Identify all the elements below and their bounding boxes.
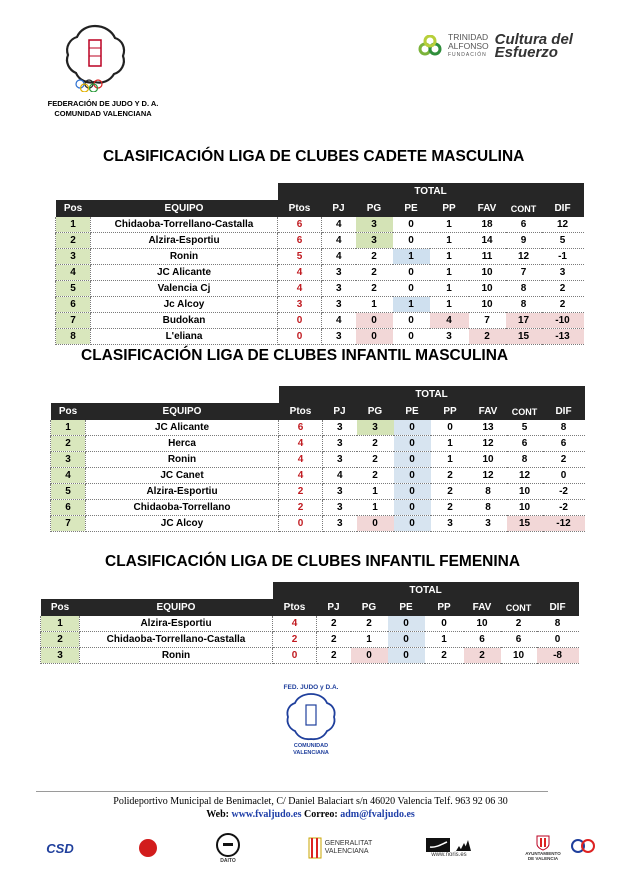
cell-team: Ronin (80, 648, 273, 664)
foundation-sub: FUNDACIÓN (448, 51, 487, 58)
cell-team: Chidaoba-Torrellano (86, 500, 279, 516)
cell-pos: 8 (56, 329, 91, 345)
cell-fav: 13 (470, 420, 507, 436)
cell-pp: 1 (430, 265, 469, 281)
cell-pj: 3 (322, 281, 356, 297)
table-row (51, 436, 585, 452)
cell-cont: 7 (506, 265, 542, 281)
cell-pts: 0 (273, 648, 317, 664)
cell-pp: 1 (430, 281, 469, 297)
cell-fav: 2 (464, 648, 501, 664)
nike-logo-icon (426, 838, 450, 852)
cell-pos: 4 (56, 265, 91, 281)
cell-pos: 7 (51, 516, 86, 532)
col-cont: CONT (507, 403, 543, 420)
col-pj: PJ (323, 403, 357, 420)
cell-dif: 6 (543, 436, 585, 452)
footer-divider (36, 791, 548, 792)
cell-pts: 6 (278, 217, 322, 233)
cell-pts: 4 (279, 452, 323, 468)
table-row (56, 297, 584, 313)
cell-pp: 1 (430, 217, 469, 233)
col-dif: DIF (537, 599, 579, 616)
col-pp: PP (430, 200, 469, 217)
col-pts: Ptos (273, 599, 317, 616)
total-header: TOTAL (279, 386, 585, 403)
col-pos: Pos (51, 403, 86, 420)
cell-pj: 3 (323, 436, 357, 452)
col-fav: FAV (470, 403, 507, 420)
cell-pts: 0 (279, 516, 323, 532)
cell-pj: 3 (323, 420, 357, 436)
cell-fav: 8 (470, 500, 507, 516)
cell-fav: 7 (469, 313, 506, 329)
cell-pg: 2 (351, 616, 388, 632)
cell-team: Valencia Cj (91, 281, 278, 297)
cell-pts: 4 (278, 265, 322, 281)
cell-pp: 2 (431, 500, 470, 516)
cell-pts: 2 (279, 500, 323, 516)
cell-team: Alzira-Esportiu (91, 233, 278, 249)
sponsor-red-logo (128, 828, 168, 868)
center-logo-line3: VALENCIANA (293, 750, 329, 756)
col-pos: Pos (56, 200, 91, 217)
cell-pp: 0 (425, 616, 464, 632)
csd-logo-text: CSD (46, 840, 74, 856)
cell-pts: 2 (273, 632, 317, 648)
cell-pts: 0 (278, 329, 322, 345)
cell-fav: 10 (464, 616, 501, 632)
cell-pj: 4 (322, 249, 356, 265)
sponsor-fundacion (566, 828, 600, 868)
title-infantil-masculina: CLASIFICACIÓN LIGA DE CLUBES INFANTIL MASCULINA (81, 347, 509, 364)
web-label: Web: (206, 809, 229, 820)
cell-pe: 0 (394, 484, 431, 500)
cell-cont: 8 (506, 281, 542, 297)
cell-team: Chidaoba-Torrellano-Castalla (80, 632, 273, 648)
cell-pp: 1 (430, 233, 469, 249)
table-row (56, 217, 584, 233)
cell-pe: 0 (393, 233, 430, 249)
cell-fav: 10 (469, 265, 506, 281)
foundation-name1: TRINIDAD (448, 31, 489, 42)
col-dif: DIF (543, 403, 585, 420)
sponsor-generalitat (300, 828, 380, 868)
cell-dif: 2 (543, 452, 585, 468)
col-pp: PP (431, 403, 470, 420)
foundation-rings-icon (418, 35, 442, 57)
cell-pg: 3 (357, 420, 394, 436)
cell-dif: -13 (542, 329, 584, 345)
cell-dif: 0 (543, 468, 585, 484)
table-row (51, 500, 585, 516)
cell-dif: -2 (543, 484, 585, 500)
cell-pj: 3 (323, 516, 357, 532)
cell-pe: 0 (394, 420, 431, 436)
cell-fav: 11 (469, 249, 506, 265)
mail-label: Correo: (304, 809, 338, 820)
table-row (51, 484, 585, 500)
cell-pp: 1 (430, 297, 469, 313)
cell-pj: 4 (322, 217, 356, 233)
cell-pe: 0 (388, 616, 425, 632)
table-row (56, 281, 584, 297)
federation-name (38, 99, 168, 119)
col-pos: Pos (41, 599, 80, 616)
cell-pg: 2 (356, 281, 393, 297)
cell-dif: -8 (537, 648, 579, 664)
col-pj: PJ (317, 599, 351, 616)
col-team: EQUIPO (91, 200, 278, 217)
cell-pe: 0 (393, 217, 430, 233)
cell-team: Jc Alcoy (91, 297, 278, 313)
cell-team: Alzira-Esportiu (80, 616, 273, 632)
cell-fav: 2 (469, 329, 506, 345)
federation-line1: FEDERACIÓN DE JUDO Y D. A. (47, 99, 159, 108)
daito-text: DAITO (220, 858, 236, 864)
cell-pe: 0 (394, 500, 431, 516)
cell-pe: 0 (394, 468, 431, 484)
ayuntamiento-line1: AYUNTAMIENTO (525, 851, 561, 856)
sponsor-ayuntamiento (518, 828, 568, 868)
cell-pg: 2 (357, 468, 394, 484)
cell-pos: 5 (51, 484, 86, 500)
col-cont: CONT (506, 200, 542, 217)
table-cadete-masculina (55, 183, 584, 345)
footer-address: Polideportivo Municipal de Benimaclet, C/ Daniel Balaciart s/n 46020 Valencia Telf. 963 92 06 30 (113, 796, 508, 807)
foundation-logo (418, 28, 578, 64)
cell-cont: 8 (506, 297, 542, 313)
cell-dif: 5 (542, 233, 584, 249)
cell-pts: 4 (273, 616, 317, 632)
center-logo-line2: COMUNIDAD (293, 743, 329, 749)
cell-cont: 15 (507, 516, 543, 532)
table-row (56, 265, 584, 281)
cell-pg: 1 (356, 297, 393, 313)
noris-url: www.noris.es (431, 852, 467, 858)
total-header: TOTAL (278, 183, 584, 200)
cell-pp: 4 (430, 313, 469, 329)
cell-pg: 3 (356, 233, 393, 249)
cell-pp: 0 (431, 420, 470, 436)
cell-pos: 1 (51, 420, 86, 436)
col-dif: DIF (542, 200, 584, 217)
cell-pp: 1 (430, 249, 469, 265)
cell-cont: 9 (506, 233, 542, 249)
cell-cont: 10 (507, 484, 543, 500)
cell-pj: 3 (323, 452, 357, 468)
cell-team: Ronin (91, 249, 278, 265)
cell-team: JC Alicante (86, 420, 279, 436)
cell-pe: 0 (388, 648, 425, 664)
cell-fav: 12 (470, 468, 507, 484)
cell-pg: 3 (356, 217, 393, 233)
daito-emblem-icon (215, 832, 241, 858)
title-infantil-femenina: CLASIFICACIÓN LIGA DE CLUBES INFANTIL FEMENINA (105, 553, 521, 570)
cell-pj: 2 (317, 632, 351, 648)
cell-pts: 4 (279, 436, 323, 452)
cell-pts: 6 (278, 233, 322, 249)
col-pts: Ptos (278, 200, 322, 217)
cell-pts: 3 (278, 297, 322, 313)
cell-pj: 3 (322, 297, 356, 313)
cell-pos: 2 (41, 632, 80, 648)
cell-pts: 4 (278, 281, 322, 297)
table-infantil-masculina (50, 386, 585, 532)
ayuntamiento-line2: DE VALENCIA (527, 856, 559, 861)
total-header: TOTAL (273, 582, 579, 599)
col-team: EQUIPO (86, 403, 279, 420)
col-pg: PG (351, 599, 388, 616)
cell-pe: 0 (388, 632, 425, 648)
cell-pg: 1 (351, 632, 388, 648)
cell-pj: 2 (317, 616, 351, 632)
judo-emblem-icon (276, 691, 346, 743)
cell-cont: 6 (507, 436, 543, 452)
col-pj: PJ (322, 200, 356, 217)
generalitat-line2: VALENCIANA (324, 848, 369, 855)
cell-pg: 2 (357, 436, 394, 452)
cell-pos: 7 (56, 313, 91, 329)
cell-fav: 14 (469, 233, 506, 249)
cell-pts: 2 (279, 484, 323, 500)
col-pe: PE (393, 200, 430, 217)
cell-cont: 6 (506, 217, 542, 233)
cell-dif: 2 (542, 281, 584, 297)
cell-pg: 1 (357, 484, 394, 500)
mail-link[interactable]: adm@fvaljudo.es (340, 809, 415, 820)
table-row (51, 468, 585, 484)
cell-pts: 5 (278, 249, 322, 265)
col-pe: PE (388, 599, 425, 616)
table-row (41, 632, 579, 648)
cell-team: Alzira-Esportiu (86, 484, 279, 500)
cell-pg: 0 (356, 329, 393, 345)
cell-pg: 0 (356, 313, 393, 329)
table-row (41, 648, 579, 664)
cell-pts: 4 (279, 468, 323, 484)
cell-pp: 1 (431, 452, 470, 468)
cell-pos: 3 (41, 648, 80, 664)
cell-pj: 3 (323, 500, 357, 516)
federation-center-logo (276, 684, 346, 774)
federation-line2: COMUNIDAD VALENCIANA (54, 109, 152, 118)
cell-dif: 3 (542, 265, 584, 281)
cell-cont: 15 (506, 329, 542, 345)
cell-pj: 3 (322, 265, 356, 281)
col-fav: FAV (464, 599, 501, 616)
cell-pos: 4 (51, 468, 86, 484)
cell-fav: 10 (469, 281, 506, 297)
cell-pe: 1 (393, 297, 430, 313)
table-row (56, 249, 584, 265)
cell-team: Chidaoba-Torrellano-Castalla (91, 217, 278, 233)
cell-pj: 4 (322, 233, 356, 249)
cell-cont: 6 (501, 632, 537, 648)
table-row (51, 452, 585, 468)
cell-team: L'eliana (91, 329, 278, 345)
cell-fav: 3 (470, 516, 507, 532)
cell-pos: 5 (56, 281, 91, 297)
col-pe: PE (394, 403, 431, 420)
cell-pos: 3 (51, 452, 86, 468)
col-pg: PG (356, 200, 393, 217)
cell-pe: 0 (393, 265, 430, 281)
cell-pp: 1 (425, 632, 464, 648)
cell-pp: 1 (431, 436, 470, 452)
cell-pts: 6 (279, 420, 323, 436)
table-row (51, 516, 585, 532)
cell-pj: 4 (323, 468, 357, 484)
table-row (41, 616, 579, 632)
cell-pg: 2 (356, 265, 393, 281)
cell-team: Budokan (91, 313, 278, 329)
generalitat-flag-icon (308, 836, 322, 860)
cell-team: JC Alicante (91, 265, 278, 281)
generalitat-line1: GENERALITAT (324, 840, 373, 847)
foundation-text (448, 33, 489, 60)
cell-pos: 6 (51, 500, 86, 516)
cell-pp: 2 (431, 484, 470, 500)
cell-pp: 2 (431, 468, 470, 484)
cell-pos: 6 (56, 297, 91, 313)
cell-dif: 12 (542, 217, 584, 233)
red-sun-icon (137, 837, 159, 859)
cultura-del-esfuerzo (495, 33, 573, 59)
cell-pos: 2 (56, 233, 91, 249)
cell-fav: 10 (470, 452, 507, 468)
cell-dif: -2 (543, 500, 585, 516)
cell-cont: 2 (501, 616, 537, 632)
footer-contact (0, 809, 621, 820)
cell-cont: 10 (507, 500, 543, 516)
cell-pp: 2 (425, 648, 464, 664)
col-cont: CONT (501, 599, 537, 616)
cell-pe: 0 (393, 329, 430, 345)
cell-pj: 3 (322, 329, 356, 345)
cell-pos: 1 (41, 616, 80, 632)
cell-pe: 0 (393, 281, 430, 297)
cell-pg: 1 (357, 500, 394, 516)
cell-pg: 2 (357, 452, 394, 468)
cell-dif: 2 (542, 297, 584, 313)
cell-pos: 2 (51, 436, 86, 452)
cell-pe: 0 (394, 452, 431, 468)
cell-dif: 8 (543, 420, 585, 436)
cell-team: JC Alcoy (86, 516, 279, 532)
adidas-logo-icon (454, 838, 472, 852)
cultura-line2: Esfuerzo (494, 44, 558, 61)
col-team: EQUIPO (80, 599, 273, 616)
table-row (56, 329, 584, 345)
title-cadete-masculina: CLASIFICACIÓN LIGA DE CLUBES CADETE MASCULINA (103, 148, 525, 165)
table-row (56, 313, 584, 329)
cell-team: JC Canet (86, 468, 279, 484)
table-infantil-femenina (40, 582, 579, 664)
cell-pe: 0 (394, 516, 431, 532)
cell-pp: 3 (431, 516, 470, 532)
cell-cont: 10 (501, 648, 537, 664)
cell-pts: 0 (278, 313, 322, 329)
cell-pe: 1 (393, 249, 430, 265)
col-pg: PG (357, 403, 394, 420)
cell-cont: 12 (506, 249, 542, 265)
cell-team: Ronin (86, 452, 279, 468)
cell-cont: 17 (506, 313, 542, 329)
cell-pos: 3 (56, 249, 91, 265)
cell-dif: -1 (542, 249, 584, 265)
cell-cont: 8 (507, 452, 543, 468)
web-link[interactable]: www.fvaljudo.es (231, 809, 302, 820)
valencia-crest-icon (536, 835, 550, 851)
cell-pg: 0 (357, 516, 394, 532)
cell-pg: 0 (351, 648, 388, 664)
cell-cont: 5 (507, 420, 543, 436)
cell-dif: -10 (542, 313, 584, 329)
col-pp: PP (425, 599, 464, 616)
cell-pg: 2 (356, 249, 393, 265)
table-row (51, 420, 585, 436)
cell-fav: 12 (470, 436, 507, 452)
cell-pe: 0 (394, 436, 431, 452)
table-row (56, 233, 584, 249)
cell-pos: 1 (56, 217, 91, 233)
cell-pj: 4 (322, 313, 356, 329)
cell-team: Herca (86, 436, 279, 452)
cell-fav: 8 (470, 484, 507, 500)
col-fav: FAV (469, 200, 506, 217)
sponsor-daito (208, 828, 248, 868)
cell-dif: 0 (537, 632, 579, 648)
foundation-name2: ALFONSO (448, 40, 489, 51)
cell-fav: 18 (469, 217, 506, 233)
cell-fav: 10 (469, 297, 506, 313)
cell-dif: -12 (543, 516, 585, 532)
sponsor-csd (40, 828, 80, 868)
federation-logo (60, 22, 130, 92)
cell-pj: 2 (317, 648, 351, 664)
cell-cont: 12 (507, 468, 543, 484)
cell-pp: 3 (430, 329, 469, 345)
center-logo-line1: FED. JUDO y D.A. (283, 684, 339, 691)
cell-fav: 6 (464, 632, 501, 648)
fundacion-logo-icon (570, 837, 596, 859)
cell-dif: 8 (537, 616, 579, 632)
sponsor-noris (404, 828, 494, 868)
cultura-line1: Cultura del (494, 31, 573, 48)
cell-pe: 0 (393, 313, 430, 329)
cell-pj: 3 (323, 484, 357, 500)
col-pts: Ptos (279, 403, 323, 420)
